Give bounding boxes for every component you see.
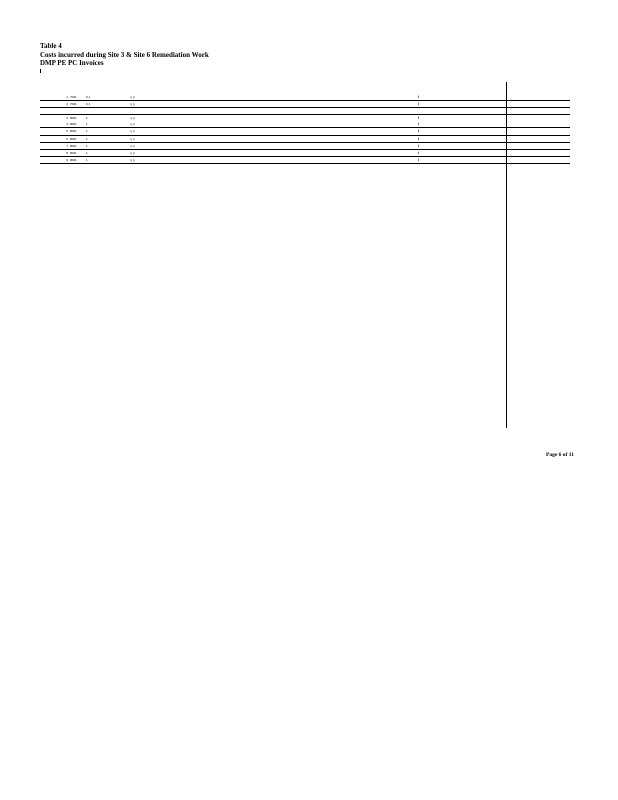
column-divider — [506, 82, 507, 428]
task-code: 0 1 — [86, 95, 91, 99]
table-row — [40, 136, 570, 143]
invoice-number: 8001 — [70, 157, 77, 162]
table-row — [40, 94, 570, 101]
invoice-number: 8001 — [70, 136, 77, 141]
invoice-number: 8001 — [70, 122, 77, 127]
title-block — [40, 42, 209, 73]
invoice-number: 8001 — [70, 150, 77, 155]
row-number: 2 — [66, 102, 68, 107]
table-number: Table 4 — [40, 42, 62, 50]
description: i j p — [130, 143, 135, 148]
row-number: 1 — [66, 95, 68, 99]
row-number: 6 — [66, 136, 68, 141]
task-code: 1 — [86, 150, 88, 155]
description: i j p — [130, 95, 135, 99]
invoice-number: 8001 — [70, 129, 77, 134]
description: i j p — [130, 116, 135, 121]
task-code: 1 — [86, 129, 88, 134]
description: i j p — [130, 129, 135, 134]
table-header — [40, 82, 570, 94]
invoice-number: 8001 — [70, 143, 77, 148]
row-number: 5 — [66, 129, 68, 134]
description: i j p — [130, 102, 135, 107]
task-code: 1 — [86, 136, 88, 141]
invoice-number: 7001 — [70, 102, 77, 107]
amount-cell: i — [418, 149, 420, 155]
row-number: 7 — [66, 143, 68, 148]
invoice-number: 8001 — [70, 116, 77, 121]
title-marker — [40, 69, 41, 73]
amount-cell: i — [418, 128, 420, 134]
amount-cell: i — [418, 142, 420, 148]
amount-cell: i — [418, 121, 420, 127]
amount-cell: i — [418, 94, 420, 99]
amount-cell: i — [418, 156, 420, 162]
table-subtitle: DMP PE PC Invoices — [40, 59, 104, 67]
task-code: 1 — [86, 116, 88, 121]
amount-cell: i — [418, 135, 420, 141]
description: i j p — [130, 122, 135, 127]
description: i j p — [130, 136, 135, 141]
table-body — [40, 94, 570, 164]
amount-cell: i — [418, 115, 420, 121]
invoice-number: 7001 — [70, 95, 77, 99]
page-number: Page 6 of 11 — [546, 452, 574, 458]
table-row — [40, 108, 570, 115]
table-row — [40, 157, 570, 164]
table-row — [40, 101, 570, 108]
description: i j p — [130, 157, 135, 162]
task-code: 0 1 — [86, 102, 91, 107]
task-code: 1 — [86, 143, 88, 148]
cost-table — [40, 82, 570, 164]
amount-cell: i — [418, 101, 420, 107]
row-number: 3 — [66, 116, 68, 121]
row-number: 9 — [66, 157, 68, 162]
task-code: 1 — [86, 157, 88, 162]
row-number: 4 — [66, 122, 68, 127]
table-row — [40, 128, 570, 135]
table-row — [40, 121, 570, 128]
task-code: 1 — [86, 122, 88, 127]
description: i j p — [130, 150, 135, 155]
table-row — [40, 143, 570, 150]
table-title: Costs incurred during Site 3 & Site 6 Remediation Work — [40, 50, 209, 59]
row-number: 8 — [66, 150, 68, 155]
table-row — [40, 150, 570, 157]
